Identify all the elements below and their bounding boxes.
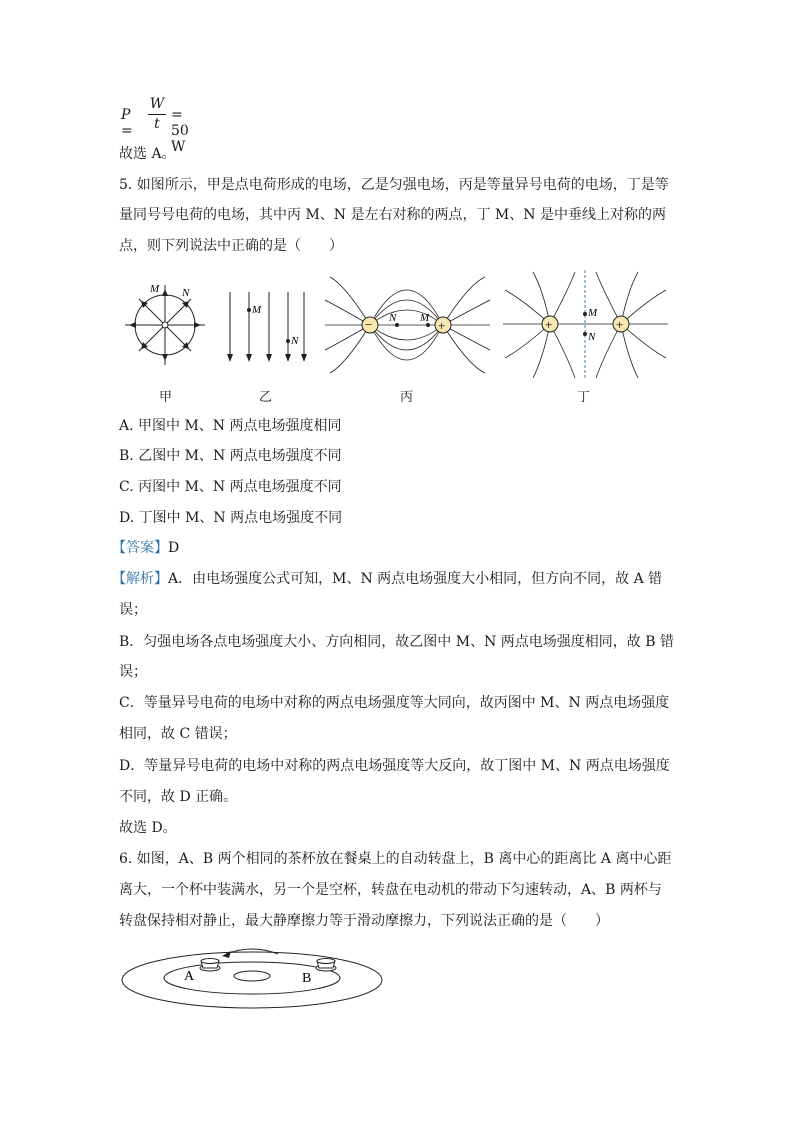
fig-ding-label-m: M [588,307,598,319]
fig-yi-label-n: N [291,335,299,347]
cup-b-icon [316,959,336,972]
figure-point-charge [120,280,210,370]
fig-bing-negative: − [365,317,373,332]
q5-analysis-line-2: 误； [119,602,147,618]
q5-option-a: A. 甲图中 M、N 两点电场强度相同 [119,418,342,434]
fig-jia-label-n: N [182,287,190,299]
q5-option-c: C. 丙图中 M、N 两点电场强度不同 [119,479,342,495]
q5-analysis-line-6: 相同，故 C 错误； [119,726,237,742]
formula-denominator: t [154,116,160,132]
q5-option-b: B. 乙图中 M、N 两点电场强度不同 [119,448,342,464]
q5-analysis-line-5: C．等量异号电荷的电场中对称的两点电场强度等大同向，故丙图中 M、N 两点电场强度 [119,695,670,711]
formula-lhs: P = [121,107,133,139]
q5-analysis-line-7: D．等量异号电荷的电场中对称的两点电场强度等大反向，故丁图中 M、N 两点电场强度 [119,758,670,774]
fig-bing-label-m: M [420,312,430,324]
q4-conclusion: 故选 A。 [119,146,176,162]
q5-analysis-line-4: 误； [119,664,147,680]
fig-jia-label-m: M [150,283,160,295]
figure-turntable [118,942,388,1012]
fig-ding-label-n: N [588,331,596,343]
answer-value: D [168,540,180,556]
q6-stem-line-1: 6. 如图，A、B 两个相同的茶杯放在餐桌上的自动转盘上，B 离中心的距离比 A 离中心距 [119,851,672,867]
fig-ding-positive-right: + [616,317,624,332]
q5-analysis-line-1 [112,569,662,589]
figure-opposite-charges [325,275,490,375]
figure-label-ding: 丁 [577,390,591,405]
q5-stem-line-1: 5. 如图所示，甲是点电荷形成的电场，乙是匀强电场，丙是等量异号电荷的电场，丁是等 [119,177,669,193]
q6-stem-line-2: 离大，一个杯中装满水，另一个是空杯，转盘在电动机的带动下匀速转动，A、B 两杯与 [119,882,662,898]
cup-a-label: A [184,969,195,984]
fig-yi-label-m: M [252,304,262,316]
figure-label-jia: 甲 [159,390,173,405]
figure-label-yi: 乙 [259,390,273,405]
figure-like-charges [503,270,668,380]
q5-analysis-line-8: 不同，故 D 正确。 [119,789,238,805]
cup-a-icon [200,959,220,972]
fig-bing-label-n: N [389,312,397,324]
figure-label-bing: 丙 [400,390,414,405]
q5-stem-line-2: 量同号号电荷的电场，其中丙 M、N 是左右对称的两点，丁 M、N 是中垂线上对称的两 [119,207,666,223]
q6-stem-line-3: 转盘保持相对静止，最大静摩擦力等于滑动摩擦力，下列说法正确的是（ ） [119,913,609,929]
cup-b-label: B [302,971,312,986]
fig-ding-positive-left: + [545,317,553,332]
q5-option-d: D. 丁图中 M、N 两点电场强度不同 [119,510,343,526]
figure-uniform-field [222,290,312,365]
answer-tag: 【答案】 [112,540,168,556]
q5-analysis-line-3: B．匀强电场各点电场强度大小、方向相同，故乙图中 M、N 两点电场强度相同，故 B 错 [119,634,674,650]
fraction-bar [148,114,166,115]
q5-stem-line-3: 点，则下列说法中正确的是（ ） [119,238,343,254]
q5-analysis-line-9: 故选 D。 [119,820,177,836]
q5-answer [112,538,179,558]
analysis-tag: 【解析】 [112,571,168,587]
formula-rhs: = 50 W [171,107,189,155]
analysis-text-a: A．由电场强度公式可知，M、N 两点电场强度大小相同，但方向不同，故 A 错 [168,571,663,587]
fig-bing-positive: + [438,318,446,333]
formula-fraction [148,96,166,133]
formula-numerator: W [149,96,165,112]
